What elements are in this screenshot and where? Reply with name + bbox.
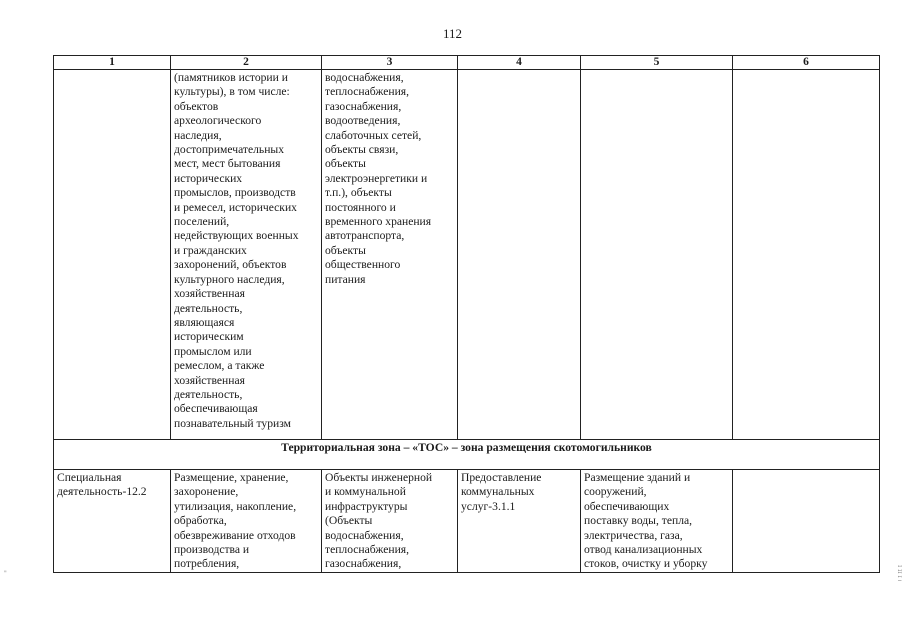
zone-title: Территориальная зона – «ТОС» – зона размещения скотомогильников xyxy=(54,440,880,470)
header-row xyxy=(54,56,880,70)
cell-notes xyxy=(733,470,880,573)
cell-auxiliary-description: Размещение зданий и сооружений, обеспечивающих поставку воды, тепла, электричества, газа, отвод канализационных стоков, очистку и уборку xyxy=(581,470,733,573)
zone-title-row xyxy=(54,440,880,470)
cell-use-code xyxy=(54,70,171,440)
cell-auxiliary-use xyxy=(458,70,581,440)
cell-use-description: Размещение, хранение, захоронение, утилизация, накопление, обработка, обезвреживание отходов производства и потребления, xyxy=(171,470,322,573)
column-header-1: 1 xyxy=(54,56,171,70)
column-header-5: 5 xyxy=(581,56,733,70)
left-edge-mark: " xyxy=(4,570,7,577)
continuation-row xyxy=(54,70,880,440)
cell-notes xyxy=(733,70,880,440)
cell-permitted-objects: водоснабжения, теплоснабжения, газоснабжения, водоотведения, слаботочных сетей, объекты связи, объекты электроэнергетики и т.п.), объекты постоянного и временного хранения автотранспорта, объекты общественного питания xyxy=(322,70,458,440)
page-number: 112 xyxy=(442,26,463,41)
column-header-4: 4 xyxy=(458,56,581,70)
column-header-3: 3 xyxy=(322,56,458,70)
cell-auxiliary-description xyxy=(581,70,733,440)
cell-use-code: Специальная деятельность-12.2 xyxy=(54,470,171,573)
cell-permitted-objects: Объекты инженерной и коммунальной инфраструктуры (Объекты водоснабжения, теплоснабжения, газоснабжения, xyxy=(322,470,458,573)
column-header-6: 6 xyxy=(733,56,880,70)
right-edge-mark: ɪ ɪɪ ɪ ı xyxy=(896,565,903,582)
regulations-table xyxy=(53,55,880,573)
cell-use-description: (памятников истории и культуры), в том числе: объектов археологического наследия, достопримечательных мест, мест бытования исторических промыслов, производств и ремесел, исторических поселений, недействующих военных и гражданских захоронений, объектов культурного наследия, хозяйственная деятельность, являющаяся историческим промыслом или ремеслом, а также хозяйственная деятельность, обеспечивающая познавательный туризм xyxy=(171,70,322,440)
special-activity-row xyxy=(54,470,880,573)
cell-auxiliary-use: Предоставление коммунальных услуг-3.1.1 xyxy=(458,470,581,573)
column-header-2: 2 xyxy=(171,56,322,70)
